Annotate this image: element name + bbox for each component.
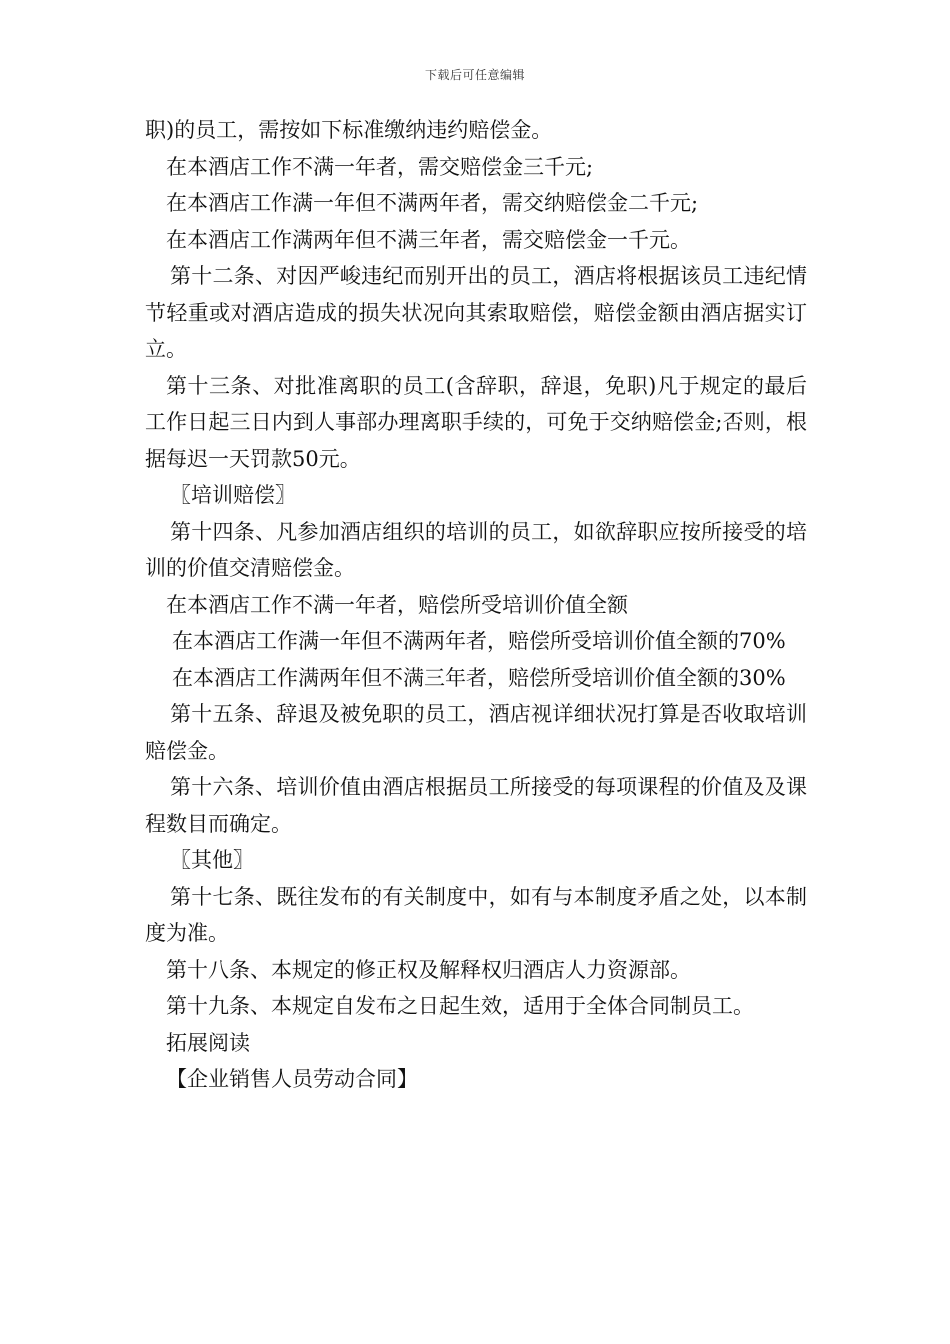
paragraph-penalty-under-one-year: 在本酒店工作不满一年者，需交赔偿金三千元; bbox=[166, 154, 594, 179]
paragraph-penalty-one-to-two-years: 在本酒店工作满一年但不满两年者，需交纳赔偿金二千元; bbox=[166, 191, 699, 215]
paragraph-article-17: 第十七条、既往发布的有关制度中，如有与本制度矛盾之处，以本制度为准。 bbox=[145, 884, 807, 945]
paragraph-article-19: 第十九条、本规定自发布之日起生效，适用于全体合同制员工。 bbox=[166, 994, 754, 1018]
paragraph-penalty-intro: 职)的员工，需按如下标准缴纳违约赔偿金。 bbox=[145, 118, 553, 142]
extended-reading-label: 拓展阅读 bbox=[166, 1030, 250, 1055]
paragraph-article-15: 第十五条、辞退及被免职的员工，酒店视详细状况打算是否收取培训赔偿金。 bbox=[145, 702, 807, 763]
paragraph-training-two-to-three-years: 在本酒店工作满两年但不满三年者，赔偿所受培训价值全额的30% bbox=[172, 665, 786, 690]
paragraph-article-13: 第十三条、对批准离职的员工(含辞职，辞退，免职)凡于规定的最后工作日起三日内到人事部办理离职手续的，可免于交纳赔偿金;否则，根据每迟一天罚款50元。 bbox=[145, 373, 807, 471]
paragraph-training-one-to-two-years: 在本酒店工作满一年但不满两年者，赔偿所受培训价值全额的70% bbox=[172, 629, 786, 653]
document-body bbox=[145, 112, 807, 1098]
extended-reading-title: 【企业销售人员劳动合同】 bbox=[166, 1067, 418, 1091]
paragraph-training-under-one-year: 在本酒店工作不满一年者，赔偿所受培训价值全额 bbox=[166, 592, 628, 617]
paragraph-article-16: 第十六条、培训价值由酒店根据员工所接受的每项课程的价值及及课程数目而确定。 bbox=[145, 775, 807, 836]
section-heading-other: 〖其他〗 bbox=[170, 848, 254, 872]
section-heading-training-compensation: 〖培训赔偿〗 bbox=[170, 483, 296, 507]
paragraph-article-12: 第十二条、对因严峻违纪而别开出的员工，酒店将根据该员工违纪情节轻重或对酒店造成的损失状况向其索取赔偿，赔偿金额由酒店据实订立。 bbox=[145, 264, 807, 361]
paragraph-article-18: 第十八条、本规定的修正权及解释权归酒店人力资源部。 bbox=[166, 957, 691, 982]
paragraph-penalty-two-to-three-years: 在本酒店工作满两年但不满三年者，需交赔偿金一千元。 bbox=[166, 227, 691, 252]
page-header-note: 下载后可任意编辑 bbox=[424, 68, 525, 82]
paragraph-article-14: 第十四条、凡参加酒店组织的培训的员工，如欲辞职应按所接受的培训的价值交清赔偿金。 bbox=[145, 519, 807, 580]
